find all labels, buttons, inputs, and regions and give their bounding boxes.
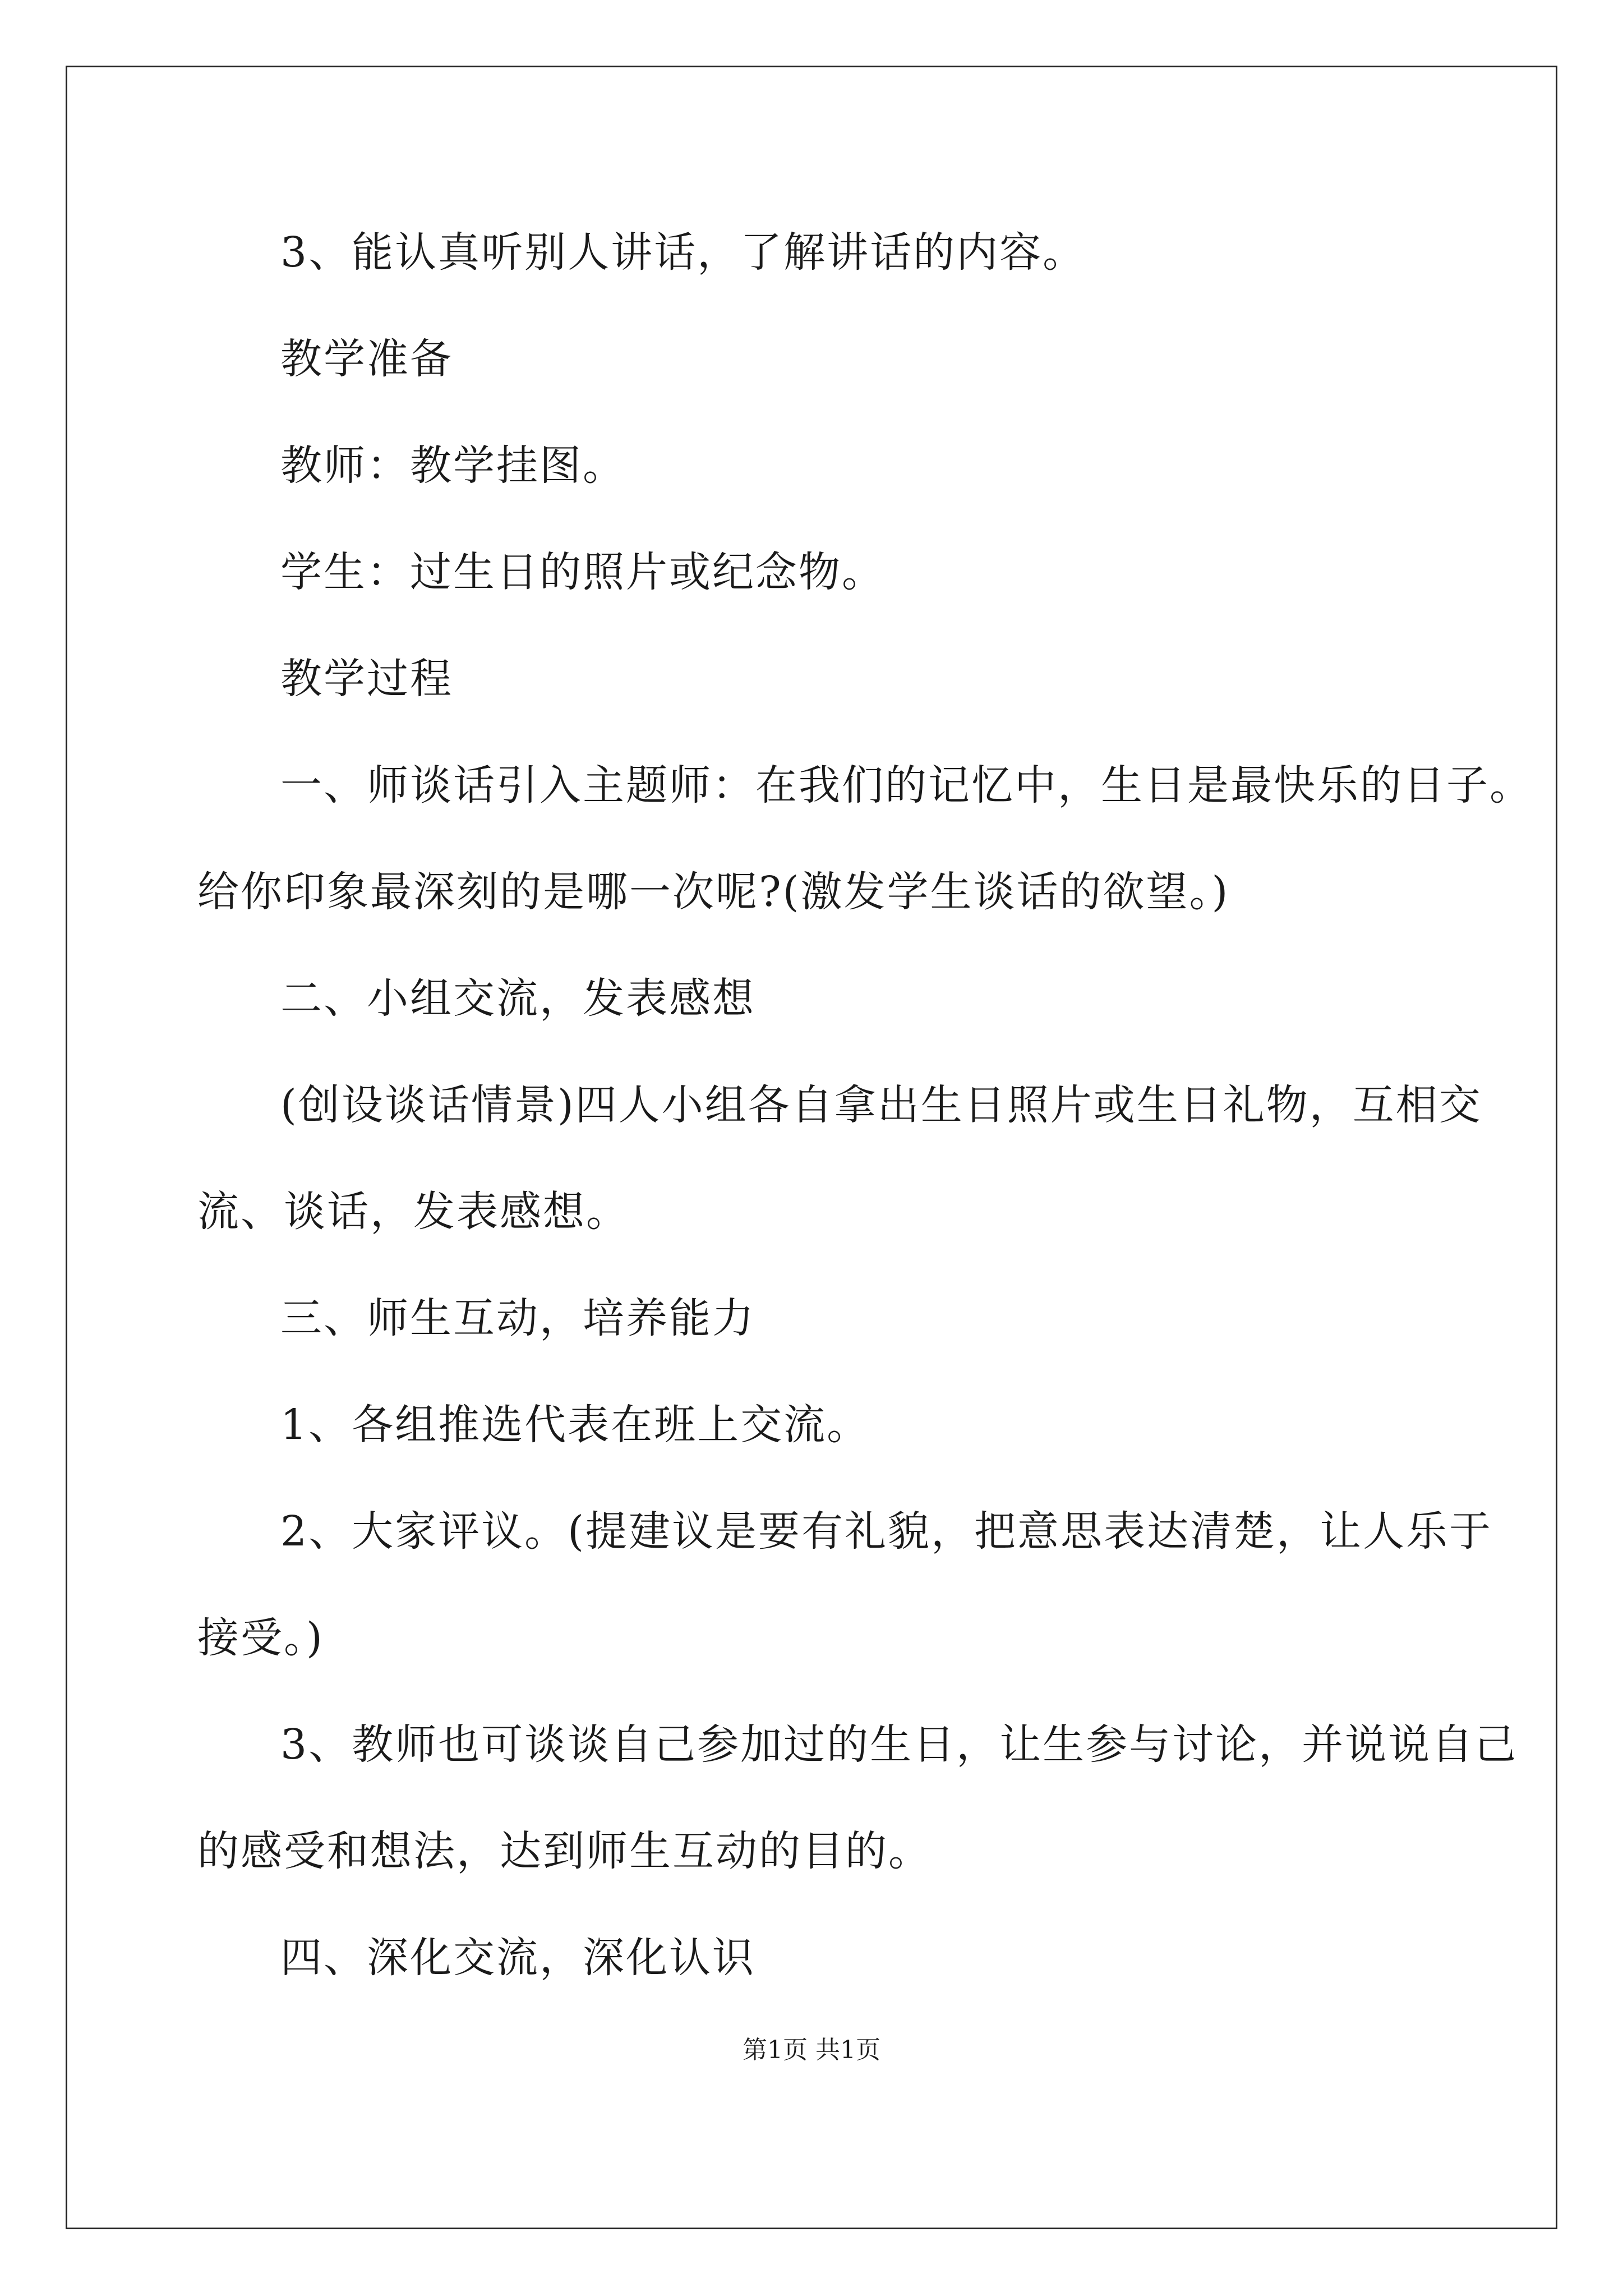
paragraph-line: 教师：教学挂图。 xyxy=(280,441,626,490)
paragraph-line: 3、能认真听别人讲话，了解讲话的内容。 xyxy=(280,228,1086,277)
section-heading: 二、小组交流，发表感想 xyxy=(280,974,755,1023)
paragraph-line: 接受。) xyxy=(197,1614,324,1662)
section-heading: 教学准备 xyxy=(280,335,453,383)
paragraph-line: 1、各组推选代表在班上交流。 xyxy=(280,1401,870,1449)
section-heading: 三、师生互动，培养能力 xyxy=(280,1294,755,1342)
paragraph-line: 流、谈话，发表感想。 xyxy=(197,1188,629,1236)
paragraph-line: 3、教师也可谈谈自己参加过的生日，让生参与讨论，并说说自己 xyxy=(280,1720,1518,1769)
paragraph-line: 给你印象最深刻的是哪一次呢?(激发学生谈话的欲望。) xyxy=(197,868,1230,916)
paragraph-line: 的感受和想法，达到师生互动的目的。 xyxy=(197,1827,932,1875)
section-heading: 教学过程 xyxy=(280,655,453,703)
paragraph-line: 2、大家评议。(提建议是要有礼貌，把意思表达清楚，让人乐于 xyxy=(280,1507,1492,1556)
page-frame xyxy=(66,66,1557,2229)
section-heading: 四、深化交流，深化认识 xyxy=(280,1934,755,1982)
page-footer: 第1页 共1页 xyxy=(743,2036,880,2064)
paragraph-line: 一、师谈话引入主题师：在我们的记忆中，生日是最快乐的日子。 xyxy=(280,761,1533,809)
paragraph-line: (创设谈话情景)四人小组各自拿出生日照片或生日礼物，互相交 xyxy=(280,1081,1482,1129)
paragraph-line: 学生：过生日的照片或纪念物。 xyxy=(280,548,885,596)
